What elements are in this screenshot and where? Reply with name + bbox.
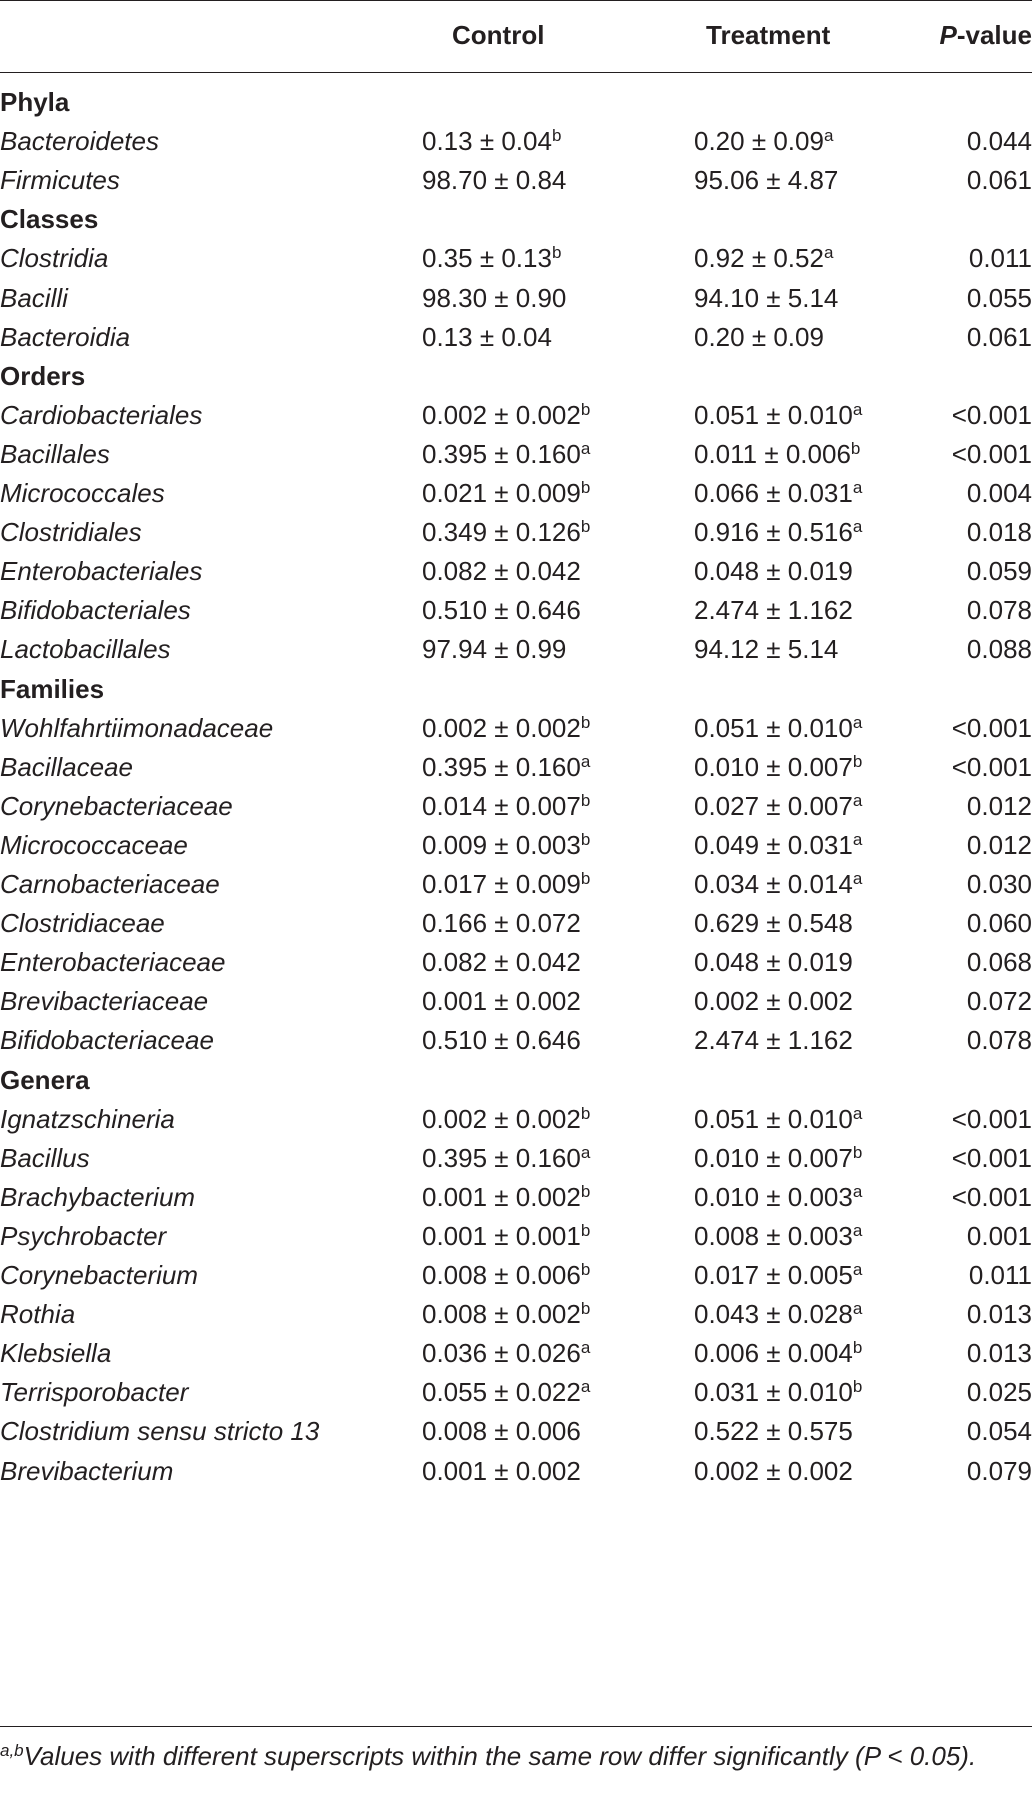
control-superscript: b bbox=[580, 1299, 591, 1319]
section-title: Orders bbox=[0, 360, 86, 391]
treatment-value: 0.048 ± 0.019 bbox=[694, 556, 853, 587]
treatment-value: 0.20 ± 0.09 bbox=[694, 126, 824, 157]
taxon-name: Bacteroidetes bbox=[0, 126, 159, 157]
p-value: 0.055 bbox=[966, 282, 1032, 313]
taxon-name: Clostridiales bbox=[0, 517, 142, 548]
p-value: 0.060 bbox=[966, 908, 1032, 939]
treatment-value: 0.20 ± 0.09 bbox=[694, 321, 824, 352]
control-value: 0.002 ± 0.002 bbox=[422, 712, 581, 743]
p-value: <0.001 bbox=[951, 712, 1032, 743]
taxon-name: Enterobacteriaceae bbox=[0, 947, 226, 978]
treatment-superscript: a bbox=[852, 399, 863, 419]
control-value: 0.008 ± 0.006 bbox=[422, 1416, 581, 1447]
control-value: 0.008 ± 0.002 bbox=[422, 1299, 581, 1330]
control-value: 0.008 ± 0.006 bbox=[422, 1260, 581, 1290]
taxon-name: Bacillaceae bbox=[0, 751, 133, 782]
control-value: 98.70 ± 0.84 bbox=[422, 165, 567, 196]
header-control: Control bbox=[452, 20, 545, 50]
treatment-superscript: b bbox=[852, 1338, 863, 1358]
control-superscript: b bbox=[580, 1260, 591, 1279]
table-footnote bbox=[0, 1737, 1032, 1775]
control-superscript: a bbox=[580, 1142, 591, 1162]
p-value: 0.068 bbox=[966, 947, 1032, 978]
control-value: 0.021 ± 0.009 bbox=[422, 478, 581, 508]
p-value: 0.025 bbox=[966, 1377, 1032, 1408]
treatment-superscript: a bbox=[852, 517, 863, 537]
control-value: 0.002 ± 0.002 bbox=[422, 399, 581, 430]
control-value: 97.94 ± 0.99 bbox=[422, 634, 567, 665]
p-value: 0.012 bbox=[966, 790, 1032, 821]
control-value: 0.055 ± 0.022 bbox=[422, 1377, 581, 1408]
taxon-name: Micrococcales bbox=[0, 478, 165, 508]
treatment-superscript: a bbox=[852, 869, 863, 888]
control-value: 0.036 ± 0.026 bbox=[422, 1338, 581, 1369]
treatment-value: 95.06 ± 4.87 bbox=[694, 165, 839, 196]
control-superscript: a bbox=[580, 1377, 591, 1397]
treatment-value: 0.002 ± 0.002 bbox=[694, 1455, 853, 1486]
p-value: 0.030 bbox=[966, 869, 1032, 899]
treatment-value: 0.048 ± 0.019 bbox=[694, 947, 853, 978]
control-value: 0.001 ± 0.002 bbox=[422, 1181, 581, 1212]
control-value: 0.001 ± 0.002 bbox=[422, 1455, 581, 1486]
treatment-value: 0.008 ± 0.003 bbox=[694, 1220, 853, 1251]
p-value: <0.001 bbox=[951, 751, 1032, 782]
taxon-name: Corynebacteriaceae bbox=[0, 790, 233, 821]
control-superscript: b bbox=[580, 399, 591, 419]
treatment-superscript: a bbox=[852, 712, 863, 732]
taxon-name: Micrococcaceae bbox=[0, 829, 188, 860]
control-superscript: b bbox=[580, 1103, 591, 1123]
treatment-superscript: a bbox=[823, 243, 834, 263]
p-value: 0.001 bbox=[966, 1220, 1032, 1251]
table-row bbox=[0, 1449, 1032, 1494]
taxon-name: Bifidobacteriaceae bbox=[0, 1025, 214, 1056]
control-superscript: b bbox=[580, 712, 591, 732]
control-superscript: a bbox=[580, 438, 591, 458]
p-value: 0.011 bbox=[968, 1260, 1032, 1290]
p-value: 0.054 bbox=[966, 1416, 1032, 1447]
p-value: 0.004 bbox=[966, 478, 1032, 508]
control-superscript: b bbox=[580, 478, 591, 497]
treatment-value: 0.017 ± 0.005 bbox=[694, 1260, 853, 1290]
control-value: 0.082 ± 0.042 bbox=[422, 556, 581, 587]
control-value: 0.395 ± 0.160 bbox=[422, 438, 581, 469]
control-value: 0.13 ± 0.04 bbox=[422, 126, 552, 157]
taxon-name: Bacillus bbox=[0, 1142, 90, 1173]
p-value: 0.079 bbox=[966, 1455, 1032, 1486]
control-superscript: b bbox=[580, 1220, 591, 1240]
control-value: 0.395 ± 0.160 bbox=[422, 751, 581, 782]
treatment-value: 0.92 ± 0.52 bbox=[694, 243, 824, 274]
treatment-value: 0.002 ± 0.002 bbox=[694, 986, 853, 1017]
control-value-cell bbox=[422, 1449, 581, 1494]
treatment-value: 0.006 ± 0.004 bbox=[694, 1338, 853, 1369]
p-value: 0.012 bbox=[966, 829, 1032, 860]
taxon-name: Brachybacterium bbox=[0, 1181, 196, 1212]
taxon-name: Rothia bbox=[0, 1299, 76, 1330]
treatment-superscript: a bbox=[823, 126, 834, 146]
taxon-name: Brevibacterium bbox=[0, 1455, 174, 1486]
treatment-value: 0.011 ± 0.006 bbox=[694, 438, 851, 469]
control-value: 0.017 ± 0.009 bbox=[422, 869, 581, 899]
control-value: 0.349 ± 0.126 bbox=[422, 517, 581, 548]
footnote-superscript: a,b bbox=[0, 1741, 24, 1760]
treatment-superscript: a bbox=[852, 1103, 863, 1123]
treatment-value: 0.522 ± 0.575 bbox=[694, 1416, 853, 1447]
control-value: 0.166 ± 0.072 bbox=[422, 908, 581, 939]
section-title: Phyla bbox=[0, 87, 70, 117]
taxon-name: Cardiobacteriales bbox=[0, 399, 203, 430]
taxon-name: Lactobacillales bbox=[0, 634, 171, 665]
taxon-name: Brevibacteriaceae bbox=[0, 986, 209, 1017]
control-superscript: b bbox=[580, 1181, 591, 1201]
treatment-value: 0.027 ± 0.007 bbox=[694, 790, 853, 821]
treatment-superscript: a bbox=[852, 790, 863, 810]
p-value: 0.078 bbox=[966, 1025, 1032, 1056]
table-bottom-rule bbox=[0, 1726, 1032, 1727]
header-p-value bbox=[940, 13, 1032, 58]
control-superscript: b bbox=[551, 243, 562, 263]
treatment-value: 0.034 ± 0.014 bbox=[694, 869, 853, 899]
p-value: <0.001 bbox=[951, 399, 1032, 430]
taxon-name: Bacilli bbox=[0, 282, 68, 313]
treatment-superscript: a bbox=[852, 829, 863, 849]
taxon-name: Klebsiella bbox=[0, 1338, 112, 1369]
p-value: 0.078 bbox=[966, 595, 1032, 626]
taxon-name: Clostridium sensu stricto 13 bbox=[0, 1416, 320, 1447]
p-value: 0.059 bbox=[966, 556, 1032, 587]
taxon-name: Bacteroidia bbox=[0, 321, 131, 352]
control-superscript: b bbox=[551, 126, 562, 146]
p-value: 0.013 bbox=[966, 1299, 1032, 1330]
control-superscript: b bbox=[580, 517, 591, 537]
section-title: Families bbox=[0, 673, 105, 704]
table-top-rule bbox=[0, 0, 1032, 1]
taxon-name: Firmicutes bbox=[0, 165, 120, 196]
p-value: 0.088 bbox=[966, 634, 1032, 665]
treatment-value: 0.916 ± 0.516 bbox=[694, 517, 853, 548]
treatment-value: 0.051 ± 0.010 bbox=[694, 712, 853, 743]
control-value: 0.002 ± 0.002 bbox=[422, 1103, 581, 1134]
taxon-name: Bacillales bbox=[0, 438, 110, 469]
p-value: 0.061 bbox=[966, 165, 1032, 196]
control-superscript: b bbox=[580, 829, 591, 849]
section-title: Classes bbox=[0, 204, 99, 235]
taxon-name: Psychrobacter bbox=[0, 1220, 167, 1251]
header-p-suffix: -value bbox=[956, 20, 1032, 50]
treatment-value: 0.043 ± 0.028 bbox=[694, 1299, 853, 1330]
taxon-name: Carnobacteriaceae bbox=[0, 869, 220, 899]
p-value: <0.001 bbox=[951, 1103, 1032, 1134]
treatment-superscript: a bbox=[852, 1181, 863, 1201]
treatment-value: 2.474 ± 1.162 bbox=[694, 595, 853, 626]
treatment-value: 0.010 ± 0.007 bbox=[694, 751, 853, 782]
treatment-superscript: b bbox=[852, 751, 863, 771]
treatment-value: 0.010 ± 0.003 bbox=[694, 1181, 853, 1212]
table-header-row bbox=[0, 13, 1032, 58]
control-superscript: b bbox=[580, 790, 591, 810]
treatment-value: 0.049 ± 0.031 bbox=[694, 829, 853, 860]
p-value: 0.011 bbox=[968, 243, 1032, 274]
treatment-superscript: a bbox=[852, 1260, 863, 1279]
header-treatment: Treatment bbox=[706, 20, 831, 50]
p-value: 0.013 bbox=[966, 1338, 1032, 1369]
p-value: <0.001 bbox=[951, 438, 1032, 469]
treatment-value: 94.10 ± 5.14 bbox=[694, 282, 839, 313]
taxon-name: Corynebacterium bbox=[0, 1260, 198, 1290]
taxon-name: Clostridiaceae bbox=[0, 908, 165, 939]
section-title: Genera bbox=[0, 1064, 90, 1095]
treatment-superscript: b bbox=[850, 438, 861, 458]
control-value: 0.009 ± 0.003 bbox=[422, 829, 581, 860]
treatment-value: 0.031 ± 0.010 bbox=[694, 1377, 853, 1408]
header-rule bbox=[0, 72, 1032, 73]
treatment-value: 0.066 ± 0.031 bbox=[694, 478, 853, 508]
treatment-superscript: a bbox=[852, 478, 863, 497]
treatment-value: 0.010 ± 0.007 bbox=[694, 1142, 853, 1173]
header-p-letter: P bbox=[939, 20, 957, 50]
treatment-value: 2.474 ± 1.162 bbox=[694, 1025, 853, 1056]
p-value: <0.001 bbox=[951, 1142, 1032, 1173]
taxon-name: Ignatzschineria bbox=[0, 1103, 175, 1134]
p-value: 0.061 bbox=[966, 321, 1032, 352]
treatment-value: 0.051 ± 0.010 bbox=[694, 399, 853, 430]
taxon-name: Terrisporobacter bbox=[0, 1377, 189, 1408]
treatment-superscript: b bbox=[852, 1142, 863, 1162]
control-value: 98.30 ± 0.90 bbox=[422, 282, 567, 313]
control-superscript: b bbox=[580, 869, 591, 888]
control-superscript: a bbox=[580, 751, 591, 771]
control-value: 0.001 ± 0.002 bbox=[422, 986, 581, 1017]
treatment-value: 0.629 ± 0.548 bbox=[694, 908, 853, 939]
taxon-name: Wohlfahrtiimonadaceae bbox=[0, 712, 274, 743]
treatment-value-cell bbox=[694, 1449, 853, 1494]
treatment-value: 0.051 ± 0.010 bbox=[694, 1103, 853, 1134]
control-superscript: a bbox=[580, 1338, 591, 1358]
control-value: 0.35 ± 0.13 bbox=[422, 243, 552, 274]
p-value: 0.044 bbox=[966, 126, 1032, 157]
control-value: 0.395 ± 0.160 bbox=[422, 1142, 581, 1173]
p-value: 0.072 bbox=[966, 986, 1032, 1017]
taxon-name: Clostridia bbox=[0, 243, 109, 274]
control-value: 0.014 ± 0.007 bbox=[422, 790, 581, 821]
p-value: 0.018 bbox=[966, 517, 1032, 548]
control-value: 0.510 ± 0.646 bbox=[422, 1025, 581, 1056]
taxon-name: Bifidobacteriales bbox=[0, 595, 191, 626]
treatment-superscript: a bbox=[852, 1220, 863, 1240]
control-value: 0.082 ± 0.042 bbox=[422, 947, 581, 978]
control-value: 0.510 ± 0.646 bbox=[422, 595, 581, 626]
taxon-name: Enterobacteriales bbox=[0, 556, 203, 587]
footnote-text: Values with different superscripts within the same row differ significantly (P < 0.05). bbox=[23, 1741, 977, 1771]
p-value: <0.001 bbox=[951, 1181, 1032, 1212]
treatment-superscript: b bbox=[852, 1377, 863, 1397]
control-value: 0.13 ± 0.04 bbox=[422, 321, 552, 352]
control-value: 0.001 ± 0.001 bbox=[422, 1220, 581, 1251]
treatment-value: 94.12 ± 5.14 bbox=[694, 634, 839, 665]
treatment-superscript: a bbox=[852, 1299, 863, 1319]
